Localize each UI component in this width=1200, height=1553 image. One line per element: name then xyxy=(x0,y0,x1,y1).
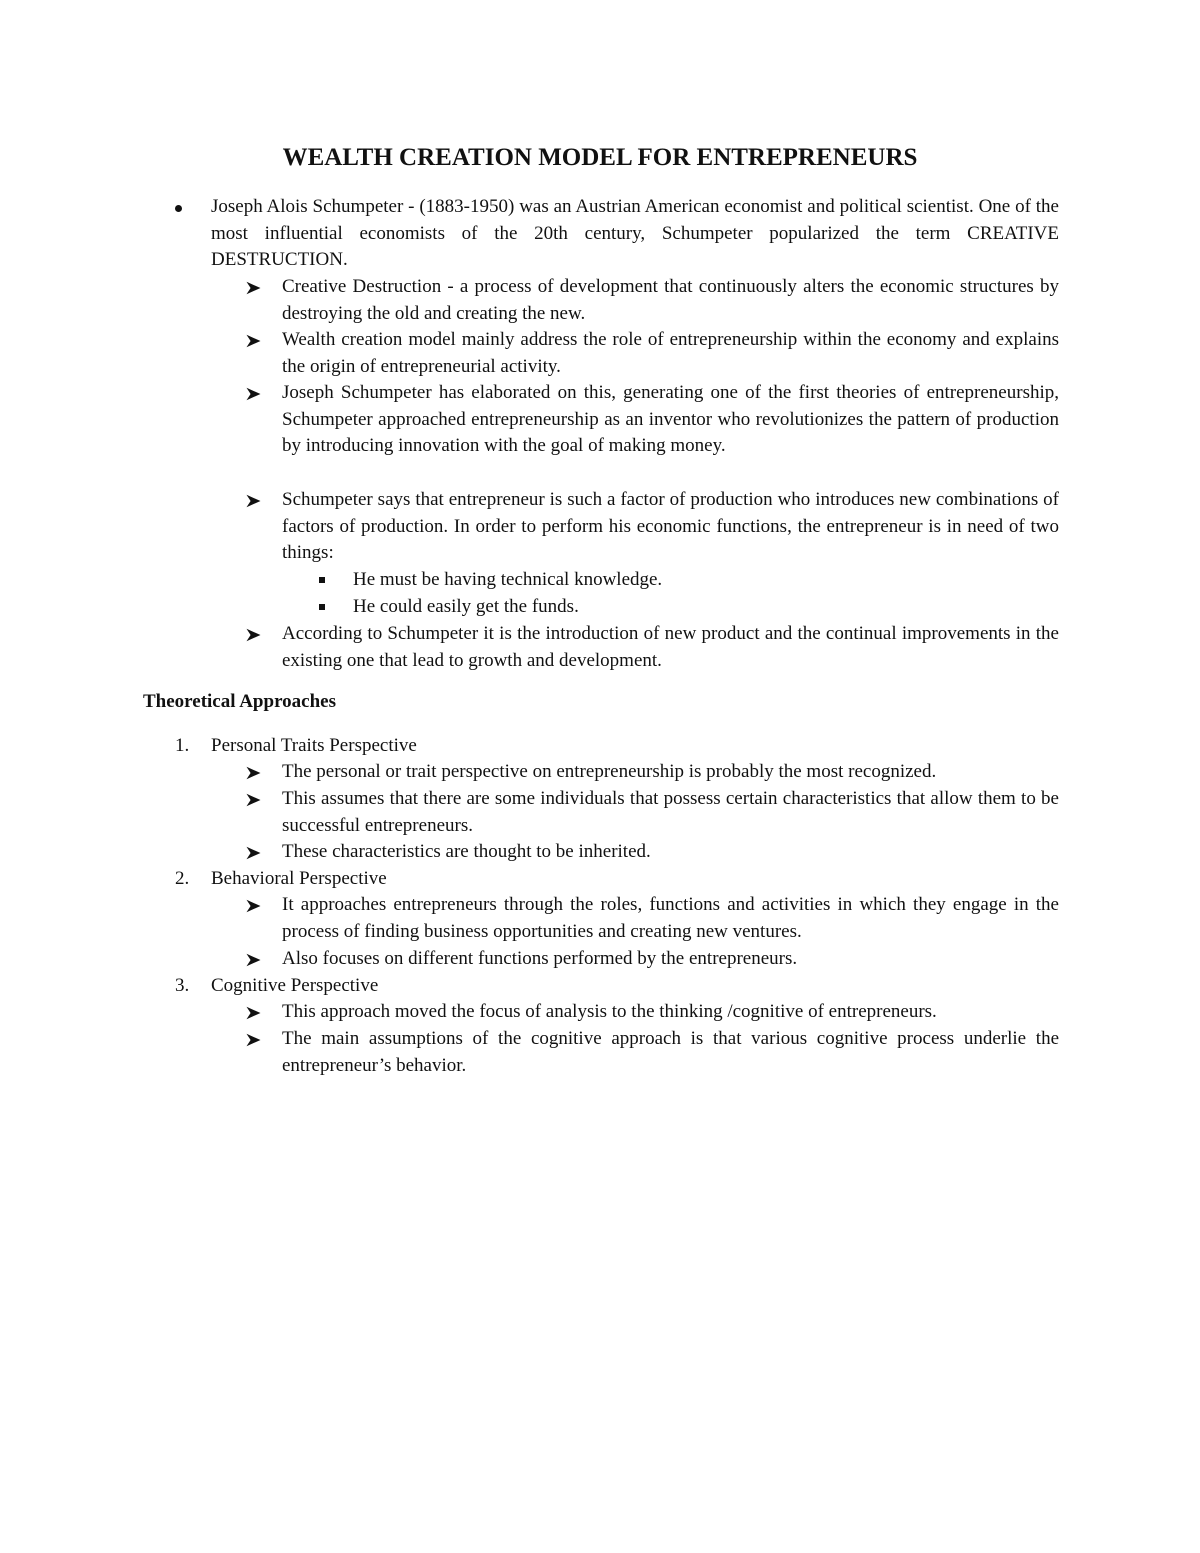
approach-point: This approach moved the focus of analysis to the thinking /cognitive of entrepreneurs. xyxy=(282,1001,937,1022)
approach-title: Behavioral Perspective xyxy=(211,868,387,889)
arrow-bullet-icon xyxy=(246,846,261,860)
approach-title: Personal Traits Perspective xyxy=(211,735,417,756)
intro-point: Wealth creation model mainly address the role of entrepreneurship within the economy and explains the origin of entrepreneurial activity. xyxy=(282,329,1059,377)
arrow-bullet-icon xyxy=(246,793,261,807)
arrow-bullet-icon xyxy=(246,766,261,780)
approach-point: This assumes that there are some individuals that possess certain characteristics that allow them to be successful entrepreneurs. xyxy=(282,788,1059,836)
square-bullet-icon xyxy=(319,604,325,610)
arrow-bullet-icon xyxy=(246,387,261,401)
arrow-bullet-icon xyxy=(246,494,261,508)
arrow-bullet-icon xyxy=(246,1006,261,1020)
intro-point: Joseph Schumpeter has elaborated on this, generating one of the first theories of entrepreneurship, Schumpeter approached entrepreneurship as an inventor who revolutionizes the pattern of production by introducing innovation with the goal of making money. xyxy=(282,382,1059,457)
intro-point: Schumpeter says that entrepreneur is such a factor of production who introduces new combinations of factors of production. In order to perform his economic functions, the entrepreneur is in need of two things: xyxy=(282,489,1059,564)
arrow-bullet-icon xyxy=(246,953,261,967)
intro-subpoint: He could easily get the funds. xyxy=(353,596,579,617)
approach-title: Cognitive Perspective xyxy=(211,975,379,996)
intro-point: According to Schumpeter it is the introduction of new product and the continual improvements in the existing one that lead to growth and development. xyxy=(282,623,1059,671)
intro-subpoint: He must be having technical knowledge. xyxy=(353,569,663,590)
arrow-bullet-icon xyxy=(246,1033,261,1047)
approach-point: Also focuses on different functions performed by the entrepreneurs. xyxy=(282,948,798,969)
approach-point: It approaches entrepreneurs through the roles, functions and activities in which they engage in the process of finding business opportunities and creating new ventures. xyxy=(282,894,1059,942)
arrow-bullet-icon xyxy=(246,899,261,913)
approach-number: 1. xyxy=(175,735,190,756)
arrow-bullet-icon xyxy=(246,281,261,295)
section-heading: Theoretical Approaches xyxy=(143,691,336,712)
intro-paragraph: Joseph Alois Schumpeter - (1883-1950) was an Austrian American economist and political scientist. One of the most influential economists of the 20th century, Schumpeter popularized the term CREATIVE DESTRUCTION. xyxy=(211,196,1059,271)
approach-number: 3. xyxy=(175,975,190,996)
square-bullet-icon xyxy=(319,577,325,583)
approach-point: The personal or trait perspective on entrepreneurship is probably the most recognized. xyxy=(282,761,937,782)
approach-number: 2. xyxy=(175,868,190,889)
bullet-dot-icon xyxy=(175,205,182,212)
approach-point: These characteristics are thought to be inherited. xyxy=(282,841,651,862)
arrow-bullet-icon xyxy=(246,334,261,348)
intro-point: Creative Destruction - a process of development that continuously alters the economic structures by destroying the old and creating the new. xyxy=(282,276,1059,324)
approach-point: The main assumptions of the cognitive approach is that various cognitive process underlie the entrepreneur’s behavior. xyxy=(282,1028,1059,1076)
arrow-bullet-icon xyxy=(246,628,261,642)
document-title: WEALTH CREATION MODEL FOR ENTREPRENEURS xyxy=(282,144,918,171)
